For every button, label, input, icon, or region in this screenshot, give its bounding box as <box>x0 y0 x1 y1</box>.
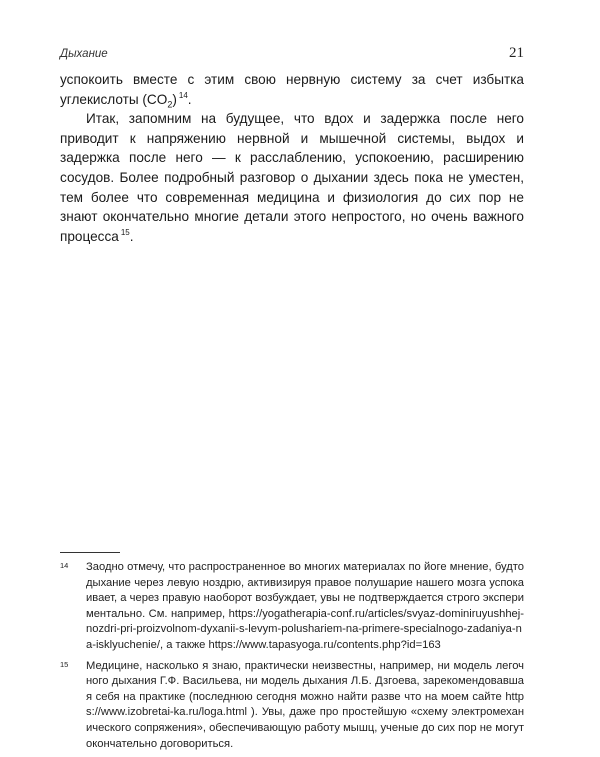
footnote-number: 15 <box>60 659 69 669</box>
paragraph-2 <box>60 109 524 246</box>
footnote-text: Заодно отмечу, что распространенное во многих материалах по йоге мнение, будто дыхание через левую ноздрю, активизируя правое полушарие нашего мозга успокаивает, а через правую наоборот возбуждает, увы не подтверждается строго экспериментально. См. например, https://yogatherapia-conf.ru/articles/svyaz-dominiruyushhej-nozdri-pri-proizvolnom-dyxanii-s-levym-polushariem-na-primere-specialnogo-zadaniya-na-isklyuchenie/, а также https://www.tapasyoga.ru/contents.php?id=163 <box>86 561 524 651</box>
footnote-ref-15[interactable]: 15 <box>120 228 130 238</box>
paragraph-1-close-paren: ) <box>172 91 177 107</box>
page-number: 21 <box>509 45 524 61</box>
paragraph-2-end: . <box>129 228 134 244</box>
paragraph-1-text: успокоить вместе с этим свою нервную систему за счет избытка углекислоты (CO <box>60 72 524 107</box>
footnote-ref-14[interactable]: 14 <box>178 91 188 101</box>
running-head: Дыхание <box>60 48 108 60</box>
paragraph-1-end: . <box>187 91 192 107</box>
footnotes <box>60 560 524 757</box>
footnote-text: Медицине, насколько я знаю, практически неизвестны, например, ни модель легочного дыхания Г.Ф. Васильева, ни модель дыхания Л.Б. Дзгоева, зарекомендовавшая себя на практике (последнюю сегодня можно найти разве что на моем сайте https://www.izobretai-ka.ru/loga.html ). Увы, даже про простейшую «схему электромеханического сопряжения», обеспечивающую работу мышц, ученые до сих пор не могут окончательно договориться. <box>86 659 524 750</box>
footnote-number: 14 <box>60 561 69 570</box>
paragraph-2-text: Итак, запомним на будущее, что вдох и задержка после него приводит к напряжению нервной и мышечной системы, выдох и задержка после него — к расслаблению, успокоению, расширению сосудов. Более подробный разговор о дыхании здесь пока не уместен, тем более что современная медицина и физиология до сих пор не знают окончательно многие детали этого непростого, но очень важного процесса <box>60 111 524 244</box>
footnote-14 <box>60 560 524 654</box>
co2-subscript: 2 <box>167 99 173 110</box>
footnote-separator <box>60 552 120 553</box>
page-header <box>60 45 524 65</box>
paragraph-1 <box>60 70 524 109</box>
footnote-15 <box>60 659 524 753</box>
main-text <box>60 70 524 246</box>
